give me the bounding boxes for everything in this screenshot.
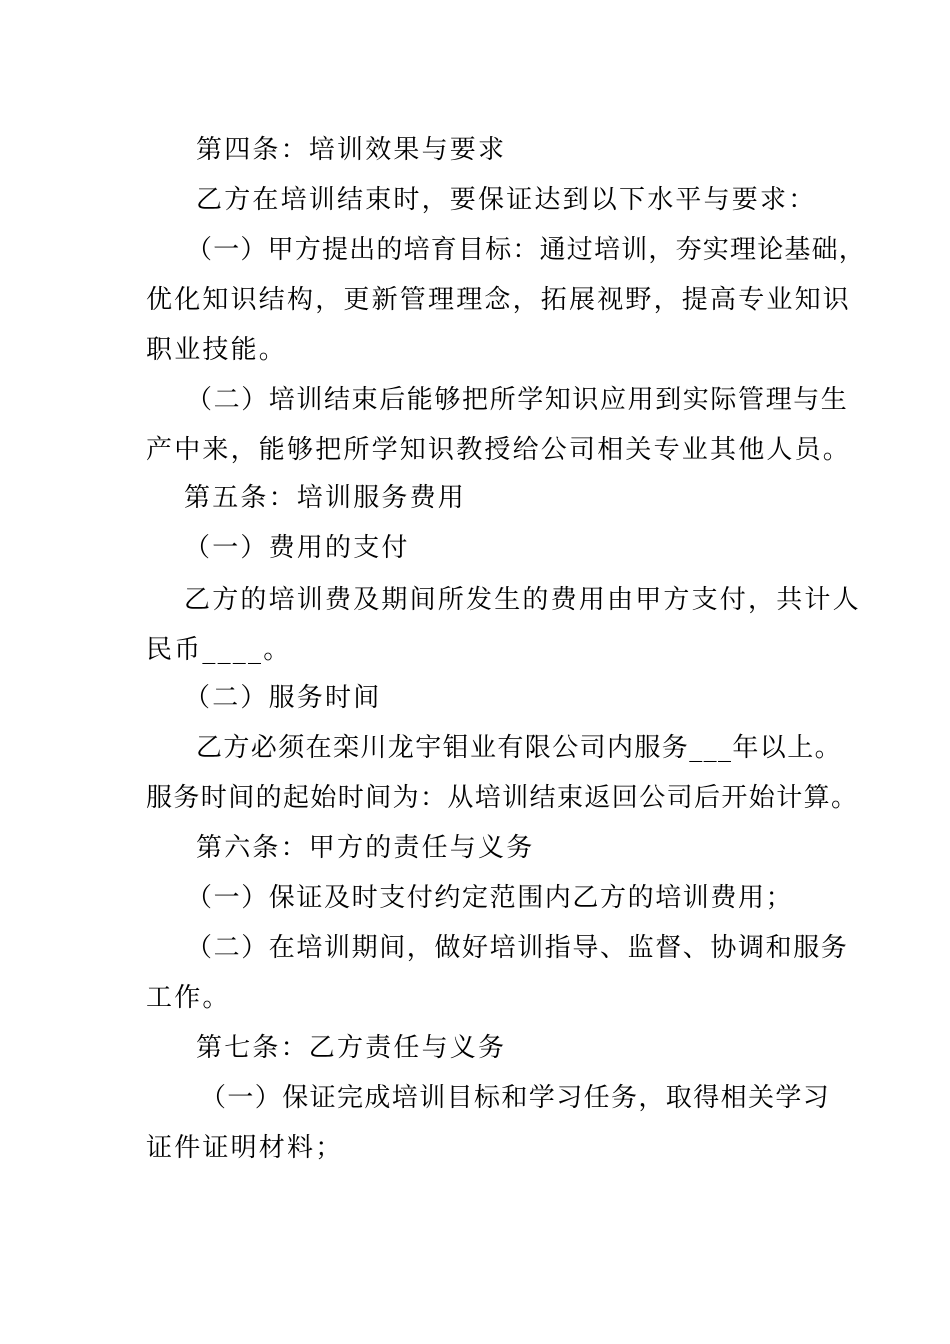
subsection-heading: （二）服务时间 (184, 683, 382, 713)
paragraph-line: 乙方在培训结束时，要保证达到以下水平与要求： (196, 185, 817, 215)
paragraph-line: 产中来，能够把所学知识教授给公司相关专业其他人员。 (146, 435, 852, 465)
paragraph-line: （一）保证完成培训目标和学习任务，取得相关学习 (200, 1083, 831, 1113)
paragraph-line: 民币____。 (146, 635, 292, 665)
subsection-heading: （一）费用的支付 (184, 533, 410, 563)
paragraph-line: 证件证明材料； (146, 1133, 344, 1163)
paragraph-line: 乙方必须在栾川龙宇钼业有限公司内服务___年以上。 (196, 733, 843, 763)
paragraph-line: 优化知识结构，更新管理理念，拓展视野，提高专业知识 (146, 285, 852, 315)
paragraph-line: 服务时间的起始时间为：从培训结束返回公司后开始计算。 (146, 783, 859, 813)
paragraph-line: 职业技能。 (146, 335, 288, 365)
paragraph-line: （一）甲方提出的培育目标：通过培训，夯实理论基础， (186, 235, 867, 265)
article-5-heading: 第五条：培训服务费用 (184, 483, 467, 513)
paragraph-line: 乙方的培训费及期间所发生的费用由甲方支付，共计人 (184, 585, 861, 615)
paragraph-line: （二）在培训期间，做好培训指导、监督、协调和服务 (186, 933, 849, 963)
paragraph-line: （二）培训结束后能够把所学知识应用到实际管理与生 (186, 385, 849, 415)
paragraph-line: 工作。 (146, 983, 231, 1013)
article-7-heading: 第七条：乙方责任与义务 (196, 1033, 507, 1063)
article-4-heading: 第四条：培训效果与要求 (196, 135, 507, 165)
article-6-heading: 第六条：甲方的责任与义务 (196, 833, 535, 863)
paragraph-line: （一）保证及时支付约定范围内乙方的培训费用； (186, 883, 794, 913)
